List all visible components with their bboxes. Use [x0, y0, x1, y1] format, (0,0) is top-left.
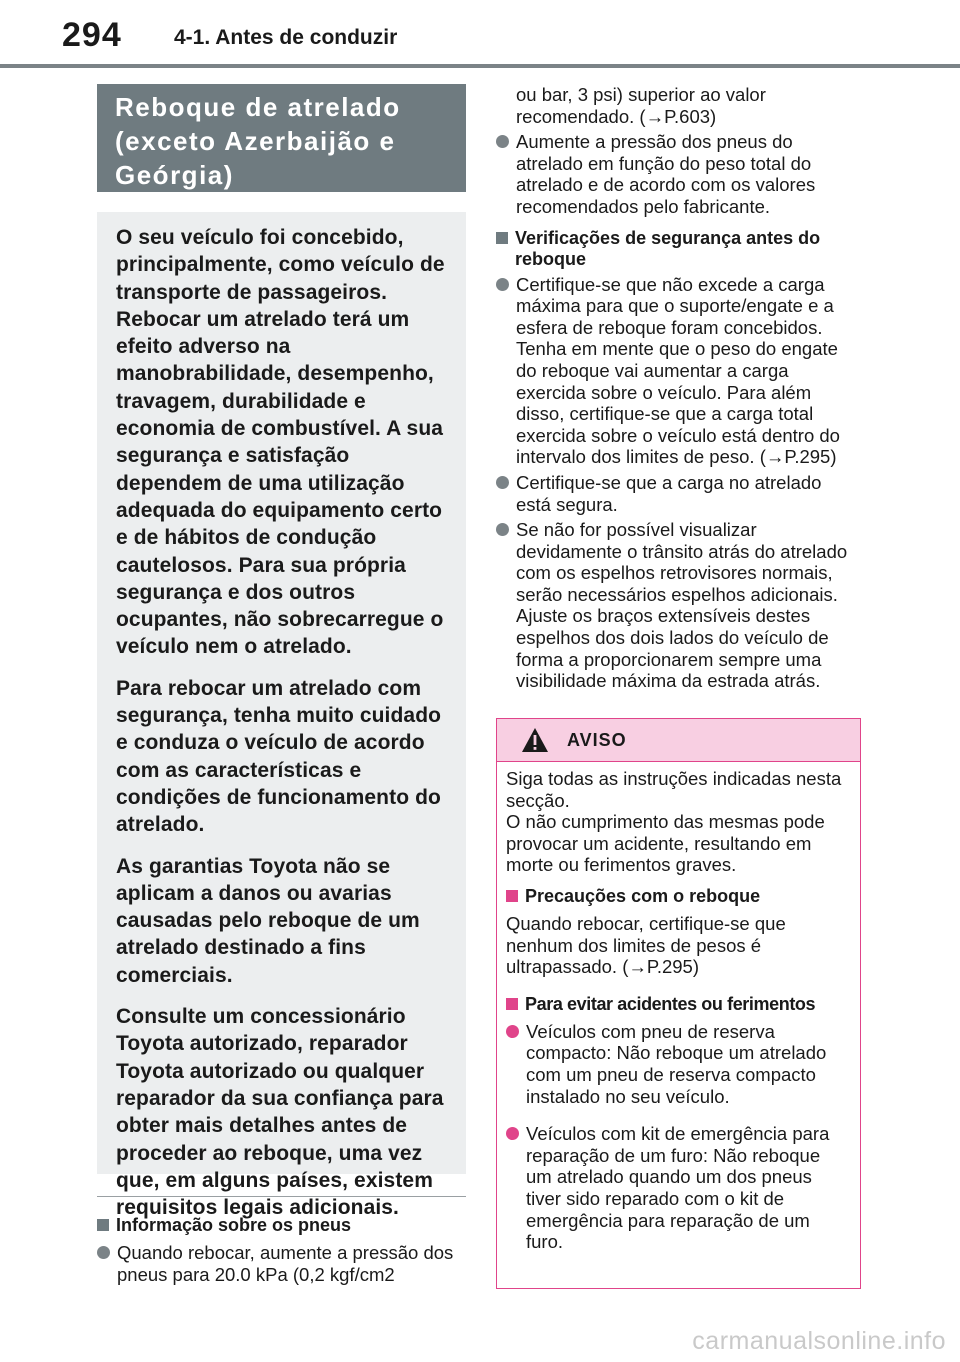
watermark: carmanualsonline.info — [692, 1327, 946, 1355]
left-column — [97, 84, 466, 1285]
round-bullet-icon — [496, 476, 509, 489]
list-item — [496, 519, 861, 692]
warning-intro: Siga todas as instruções indicadas nesta secção. — [506, 768, 842, 811]
list-item-text: Quando rebocar, aumente a pressão dos pneus para 20.0 kPa (0,2 kgf/cm2 — [117, 1242, 454, 1285]
right-column — [496, 84, 861, 692]
warning-label: AVISO — [567, 730, 627, 750]
square-bullet-icon — [97, 1219, 109, 1231]
warning-body — [497, 762, 860, 1253]
page-number: 294 — [62, 16, 122, 54]
square-bullet-icon — [506, 890, 518, 902]
page-header — [0, 0, 960, 70]
warning-box — [496, 718, 861, 1289]
warning-header — [497, 719, 860, 762]
list-item-text: Aumente a pressão dos pneus do atrelado em função do peso total do atrelado e de acordo com os valores recomendados pelo fabricante. — [516, 131, 816, 217]
square-bullet-icon — [506, 998, 518, 1010]
intro-paragraph: O seu veículo foi concebido, principalmente, como veículo de transporte de passageiros. Rebocar um atrelado terá um efeito adverso na manobrabilidade, desempenho, travagem, durabilidade e economia de combustível. A sua segurança e satisfação dependem de uma utilização adequada do equipamento certo e de hábitos de condução cautelosos. Para sua própria segurança e dos outros ocupantes, não sobrecarregue o veículo nem o atrelado. — [116, 226, 445, 659]
warning-intro: O não cumprimento das mesmas pode provocar um acidente, resultando em morte ou ferimentos graves. — [506, 811, 825, 876]
precautions-heading-text: Precauções com o reboque — [525, 885, 761, 906]
precautions-text: Quando rebocar, certifique-se que nenhum dos limites de pesos é ultrapassado. (→P.295) — [506, 912, 786, 978]
list-item — [506, 1021, 850, 1107]
continued-text: ou bar, 3 psi) superior ao valor recomendado. (→P.603) — [516, 84, 766, 127]
round-bullet-icon — [496, 523, 509, 536]
tires-heading — [97, 1215, 466, 1236]
topic-title-line: (exceto Azerbaijão e — [115, 126, 396, 156]
list-item-text: Veículos com kit de emergência para reparação de um furo: Não reboque um atrelado quando um dos pneus tiver sido reparado com o kit de emergência para reparação de um furo. — [526, 1123, 830, 1253]
list-item — [506, 1123, 850, 1253]
intro-paragraph: Para rebocar um atrelado com segurança, tenha muito cuidado e conduza o veículo de acordo com as características e condições de funcionamento do atrelado. — [116, 676, 442, 837]
topic-title — [97, 84, 466, 192]
round-bullet-icon — [496, 278, 509, 291]
intro-paragraph: Consulte um concessionário Toyota autorizado, reparador Toyota autorizado ou qualquer reparador da sua confiança para obter mais detalhes antes de proceder ao reboque, uma vez que, em alguns países, existem requisitos legais adicionais. — [116, 1005, 444, 1220]
safety-heading — [496, 228, 861, 270]
intro-paragraph: As garantias Toyota não se aplicam a danos ou avarias causadas pelo reboque de um atrelado destinado a fins comerciais. — [116, 854, 420, 987]
topic-title-line: Reboque de atrelado — [115, 92, 401, 122]
header-rule — [0, 64, 960, 68]
round-bullet-icon — [496, 135, 509, 148]
round-bullet-icon — [506, 1025, 519, 1038]
warning-triangle-icon — [521, 727, 549, 753]
tires-section — [97, 1215, 466, 1285]
round-bullet-icon — [97, 1246, 110, 1259]
list-item-text: Certifique-se que não excede a carga máxima para que o suporte/engate e a esfera de reboque foram concebidos. Tenha em mente que o peso do engate do reboque vai aumentar a carga exercida sobre o veículo. Para além disso, certifique-se que a carga total exercida sobre o veículo está dentro do intervalo dos limites de peso. (→P.295) — [516, 273, 840, 468]
avoid-heading-text: Para evitar acidentes ou ferimentos — [525, 993, 816, 1014]
square-bullet-icon — [496, 232, 508, 244]
avoid-heading — [506, 994, 850, 1015]
list-item — [496, 472, 861, 515]
topic-title-line: Geórgia) — [115, 160, 234, 190]
list-item — [97, 1242, 466, 1285]
precautions-heading — [506, 886, 850, 907]
intro-box — [97, 212, 466, 1220]
list-item-text: Veículos com pneu de reserva compacto: Não reboque um atrelado com um pneu de reserva compacto instalado no seu veículo. — [526, 1020, 827, 1107]
list-item — [496, 131, 861, 217]
list-item-text: Se não for possível visualizar devidamente o trânsito atrás do atrelado com os espelhos retrovisores normais, serão necessários espelhos adicionais. Ajuste os braços extensíveis destes espelhos dos dois lados do veículo de forma a proporcionarem sempre uma visibilidade máxima da estrada atrás. — [516, 519, 848, 692]
tires-heading-text: Informação sobre os pneus — [116, 1215, 352, 1235]
safety-heading-text: Verificações de segurança antes do reboque — [515, 227, 821, 269]
list-item — [496, 274, 861, 468]
round-bullet-icon — [506, 1127, 519, 1140]
list-item-text: Certifique-se que a carga no atrelado está segura. — [516, 471, 822, 515]
section-title: 4-1. Antes de conduzir — [174, 26, 398, 49]
